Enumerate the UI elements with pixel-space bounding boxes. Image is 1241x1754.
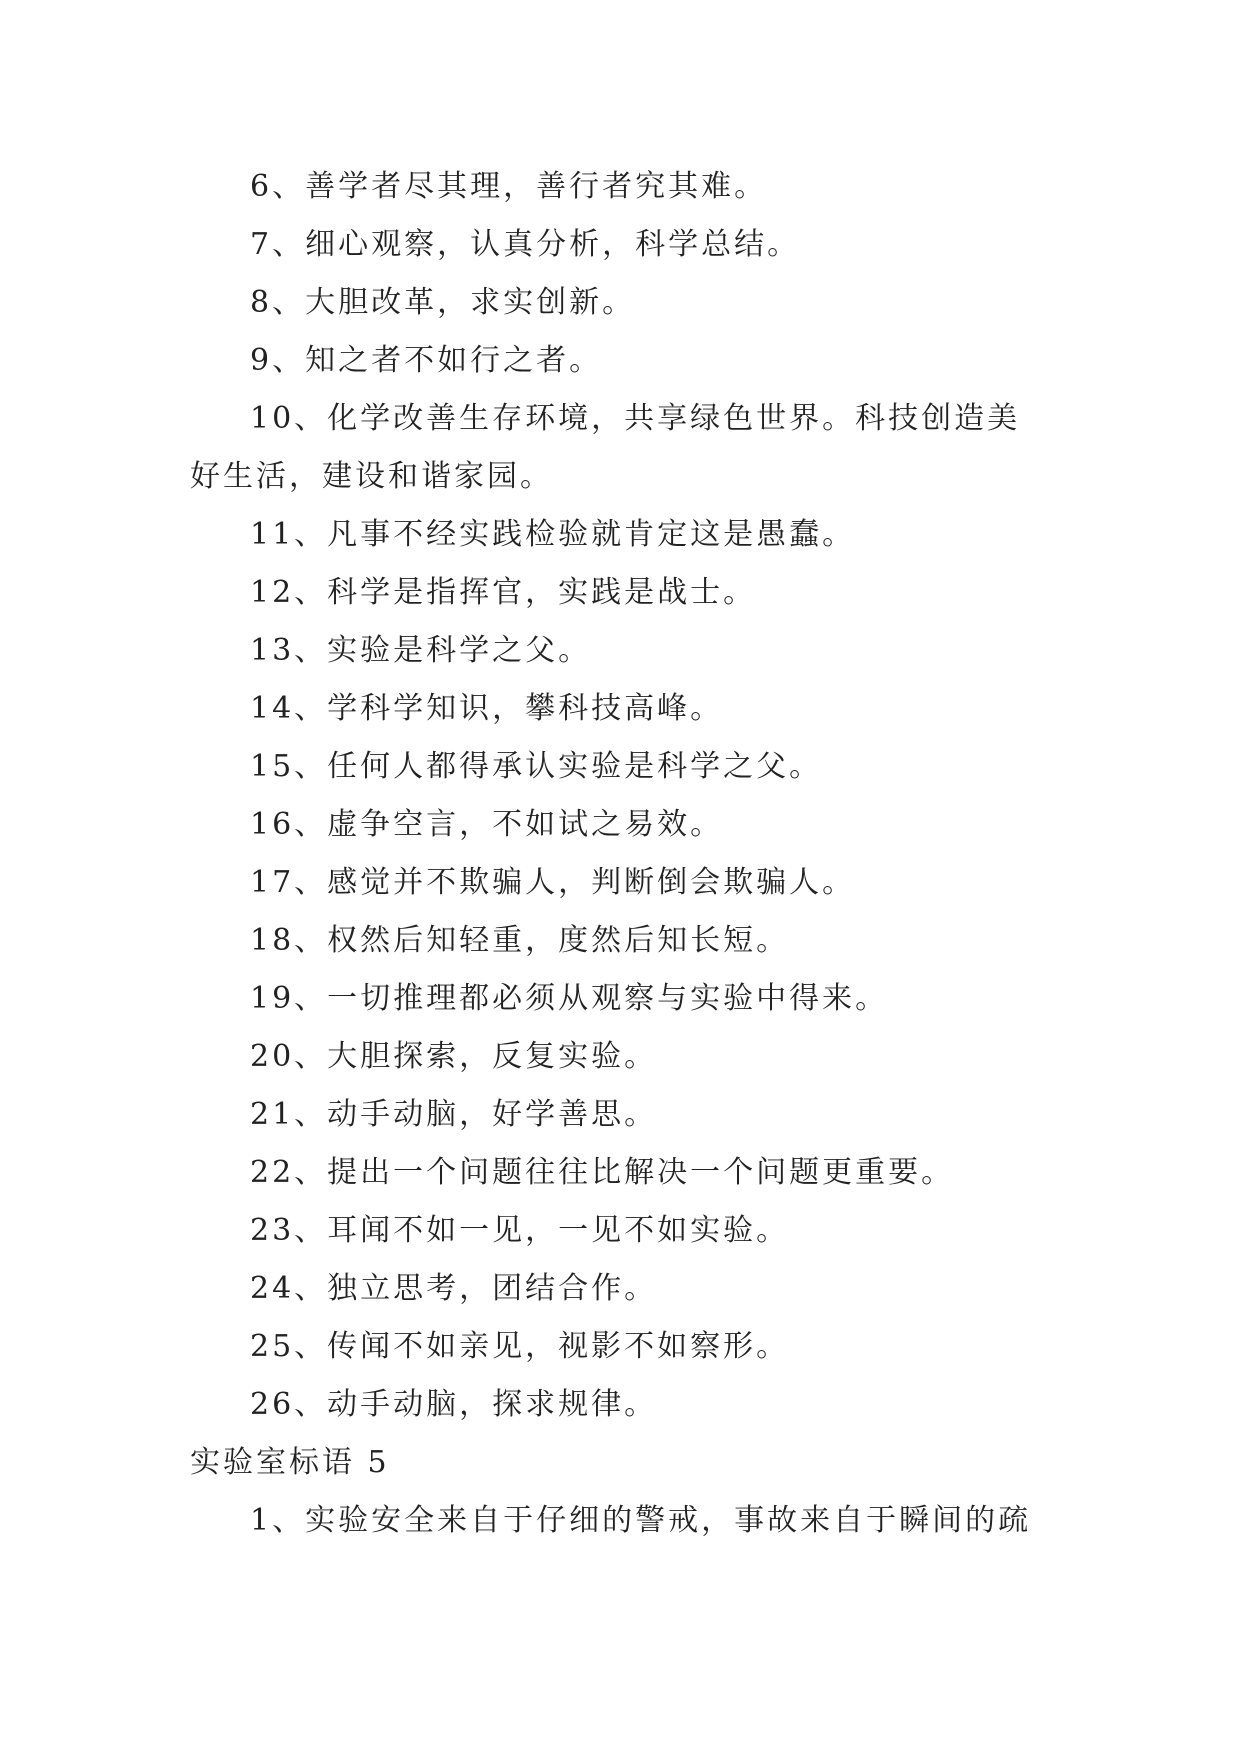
slogan-line: 17、感觉并不欺骗人，判断倒会欺骗人。 (250, 865, 856, 900)
slogan-line: 13、实验是科学之父。 (250, 633, 592, 668)
section-heading: 实验室标语 5 (190, 1445, 390, 1480)
slogan-line: 26、动手动脑，探求规律。 (250, 1387, 658, 1422)
document-body (190, 158, 1050, 1550)
slogan-line: 18、权然后知轻重，度然后知长短。 (250, 923, 790, 958)
slogan-line: 10、化学改善生存环境，共享绿色世界。科技创造美好生活，建设和谐家园。 (190, 401, 1021, 494)
slogan-line: 25、传闻不如亲见，视影不如察形。 (250, 1329, 790, 1364)
slogan-line: 8、大胆改革，求实创新。 (250, 285, 636, 320)
slogan-line: 7、细心观察，认真分析，科学总结。 (250, 227, 801, 262)
slogan-line: 24、独立思考，团结合作。 (250, 1271, 658, 1306)
slogan-line: 21、动手动脑，好学善思。 (250, 1097, 658, 1132)
slogan-line: 19、一切推理都必须从观察与实验中得来。 (250, 981, 889, 1016)
slogan-line: 11、凡事不经实践检验就肯定这是愚蠢。 (250, 517, 856, 552)
slogan-line: 1、实验安全来自于仔细的警戒，事故来自于瞬间的疏 (250, 1503, 1032, 1538)
slogan-line: 14、学科学知识，攀科技高峰。 (250, 691, 724, 726)
slogan-line: 16、虚争空言，不如试之易效。 (250, 807, 724, 842)
slogan-line: 23、耳闻不如一见，一见不如实验。 (250, 1213, 790, 1248)
slogan-line: 20、大胆探索，反复实验。 (250, 1039, 658, 1074)
slogan-line: 9、知之者不如行之者。 (250, 343, 603, 378)
slogan-line: 12、科学是指挥官，实践是战士。 (250, 575, 757, 610)
slogan-line: 22、提出一个问题往往比解决一个问题更重要。 (250, 1155, 955, 1190)
slogan-line: 15、任何人都得承认实验是科学之父。 (250, 749, 823, 784)
slogan-line: 6、善学者尽其理，善行者究其难。 (250, 169, 768, 204)
